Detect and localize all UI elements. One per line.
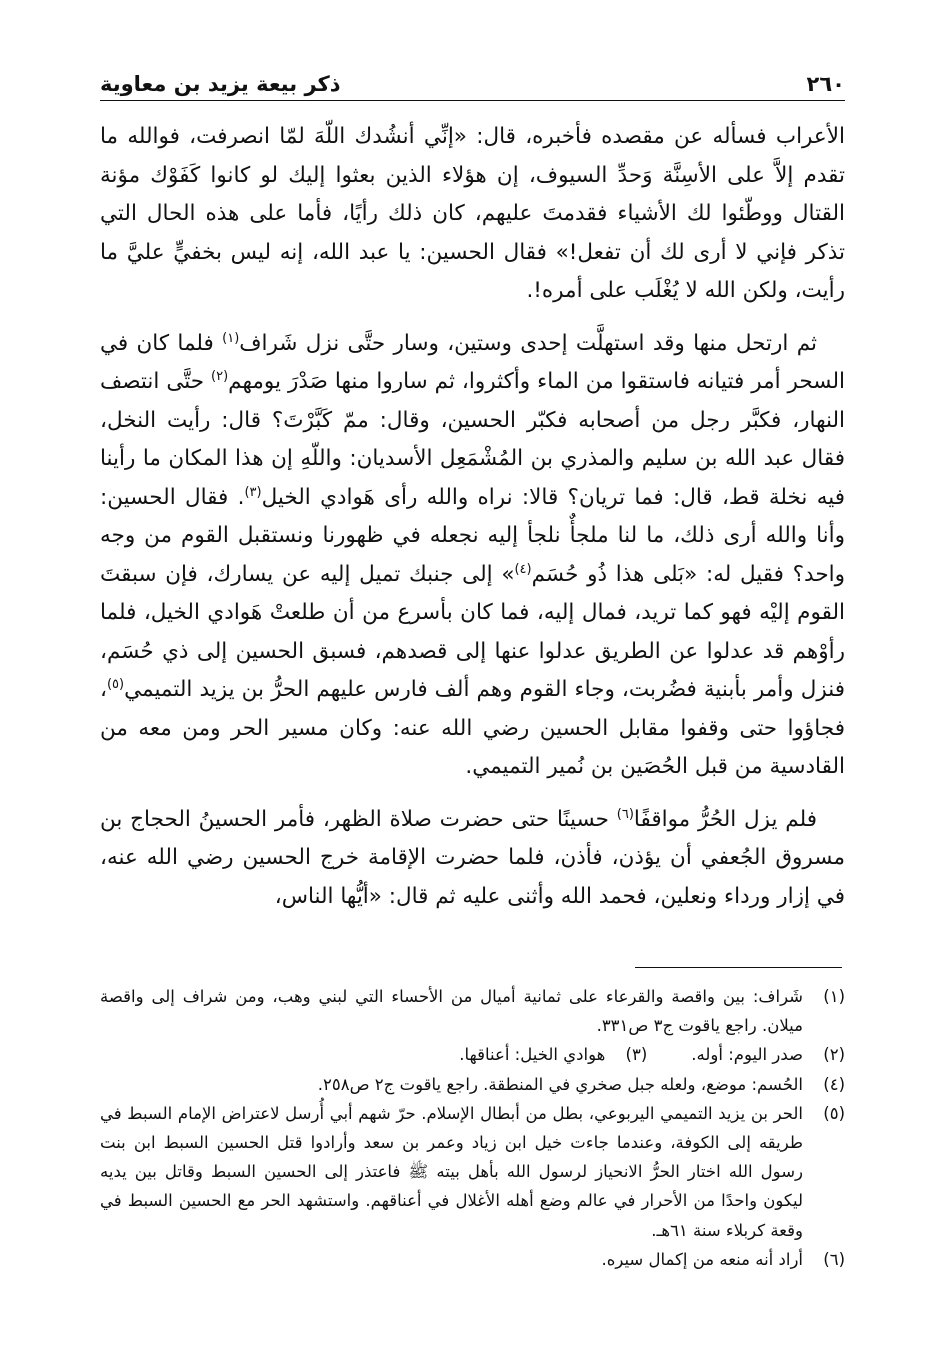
footnote-1 (100, 982, 845, 1040)
paragraph-2-text: فلما كان في السحر أمر فتيانه فاستقوا من الماء وأكثروا، ثم ساروا منها صَدْرَ يومهم (100, 330, 845, 394)
footnote-divider (635, 967, 842, 968)
footnote-3 (459, 1040, 647, 1069)
paragraph-2-text: ثم ارتحل منها وقد استهلَّت إحدى وستين، وسار حتَّى نزل شَراف (239, 330, 817, 356)
footnote-ref-5[interactable]: (٥) (106, 676, 125, 692)
footnote-number: (٦) (823, 1249, 845, 1269)
footnote-text: صدر اليوم: أوله. (691, 1045, 803, 1065)
footnote-text: الحُسم: موضع، ولعله جبل صخري في المنطقة. راجع ياقوت ج٢ ص٢٥٨. (317, 1074, 803, 1094)
paragraph-2-text: ، فجاؤوا حتى وقفوا مقابل الحسين رضي الله عنه: وكان مسير الحر ومن معه من القادسية من قبل الحُصَين بن نُمير التميمي. (100, 677, 845, 779)
footnote-6 (100, 1245, 845, 1274)
footnote-ref-6[interactable]: (٦) (616, 806, 634, 822)
footnotes (100, 982, 845, 1274)
footnote-number: (٥) (823, 1103, 845, 1123)
paragraph-3-text: حسينًا حتى حضرت صلاة الظهر، فأمر الحسينُ الحجاج بن مسروق الجُعفي أن يؤذن، فأذن، فلما حضرت الإقامة خرج الحسين رضي الله عنه، في إزار ورداء ونعلين، فحمد الله وأثنى عليه ثم قال: «أيُّها الناس، (100, 806, 845, 909)
running-title: ذكر بيعة يزيد بن معاوية (100, 72, 341, 96)
footnote-text: الحر بن يزيد التميمي اليربوعي، بطل من أبطال الإسلام. حرّ شهم أبي أُرسل لاعتراض الإمام السبط في طريقه إلى الكوفة، وعندما جاءت خيل ابن زياد وعمر بن سعد وأرادوا قتل الحسين السبط ابن بنت رسول الله اختار الحرُّ الانحياز لرسول الله بأهل بيته ﷺ فاعتذر إلى الحسين السبط وقاتل بين يديه ليكون واحدًا من الأحرار في عالم وضع أهله الأغلال في أعناقهم. واستشهد الحر مع الحسين السبط في وقعة كربلاء سنة ٦١هـ. (100, 1103, 803, 1240)
paragraph-2 (100, 325, 845, 787)
header-divider (100, 100, 845, 101)
footnote-number: (١) (823, 987, 845, 1006)
footnote-number: (٤) (823, 1074, 845, 1094)
footnote-text: شَراف: بين واقصة والقرعاء على ثمانية أميال من الأحساء التي لبني وهب، ومن شراف إلى واقصة ميلان. راجع ياقوت ج٣ ص٣٣١. (100, 987, 803, 1036)
paragraph-1 (100, 118, 845, 311)
main-text (100, 118, 845, 930)
footnote-4 (100, 1070, 845, 1099)
paragraph-2-text: حتَّى انتصف النهار، فكبَّر رجل من أصحابه فكبّر الحسين، وقال: ممّ كَبَّرْتَ؟ قال: رأيت النخل، فقال عبد الله بن سليم والمذري بن المُشْمَعِل الأسديان: واللّهِ إن هذا المكان ما رأينا فيه نخلة قط، قال: فما تريان؟ قالا: نراه والله رأى هَوادي الخيل (100, 369, 846, 510)
paragraph-1-text: الأعراب فسأله عن مقصده فأخبره، قال: «إنِّي أنشُدك اللّهَ لمّا انصرفت، فوالله ما تقدم إلاَّ على الأسِنَّة وَحدِّ السيوف، إن هؤلاء الذين بعثوا إليك لو كانوا كَفَوْك مؤنة القتال ووطّئوا لك الأشياء فقدمتَ عليهم، كان ذلك رأيًا، فأما على هذه الحال التي تذكر فإني لا أرى لك أن تفعل!» فقال الحسين: يا عبد الله، إنه ليس بخفيٍّ عليَّ ما رأيت، ولكن الله لا يُغْلَب على أمره!. (100, 124, 845, 303)
footnote-2-3-row (100, 1040, 845, 1069)
footnote-2 (691, 1040, 845, 1069)
footnote-number: (٣) (625, 1045, 648, 1065)
paragraph-2-text: . فقال الحسين: وأنا والله أرى ذلك، ما لنا ملجأٌ نلجأ إليه نجعله في ظهورنا ونستقبل القوم من وجه واحد؟ فقيل له: «بَلى هذا ذُو حُسَم (100, 484, 845, 587)
page-number: ٢٦٠ (806, 72, 845, 96)
footnote-number: (٢) (823, 1045, 845, 1065)
paragraph-2-text: » إلى جنبك تميل إليه عن يسارك، فإن سبقتَ القوم إليْه فهو كما تريد، فمال إليه، فما كان بأسرع من أن طلعتْ هَوادي الخيل، فلما رأوْهم قد عدلوا عن الطريق عدلوا عنها إلى قصدهم، فسبق الحسين إلى ذي حُسَم، فنزل وأمر بأبنية فضُربت، وجاء القوم وهم ألف فارس عليهم الحرُّ بن يزيد التميمي (100, 561, 845, 702)
page-header (100, 62, 845, 96)
footnote-5 (100, 1099, 845, 1245)
footnote-text: أراد أنه منعه من إكمال سيره. (601, 1249, 803, 1269)
footnote-ref-4[interactable]: (٤) (514, 561, 532, 577)
footnote-ref-2[interactable]: (٢) (211, 368, 229, 384)
paragraph-3 (100, 801, 845, 917)
footnote-text: هوادي الخيل: أعناقها. (459, 1045, 606, 1065)
footnote-ref-1[interactable]: (١) (222, 330, 240, 346)
paragraph-3-text: فلم يزل الحُرُّ مواقفًا (633, 806, 817, 832)
footnote-ref-3[interactable]: (٣) (244, 484, 262, 500)
